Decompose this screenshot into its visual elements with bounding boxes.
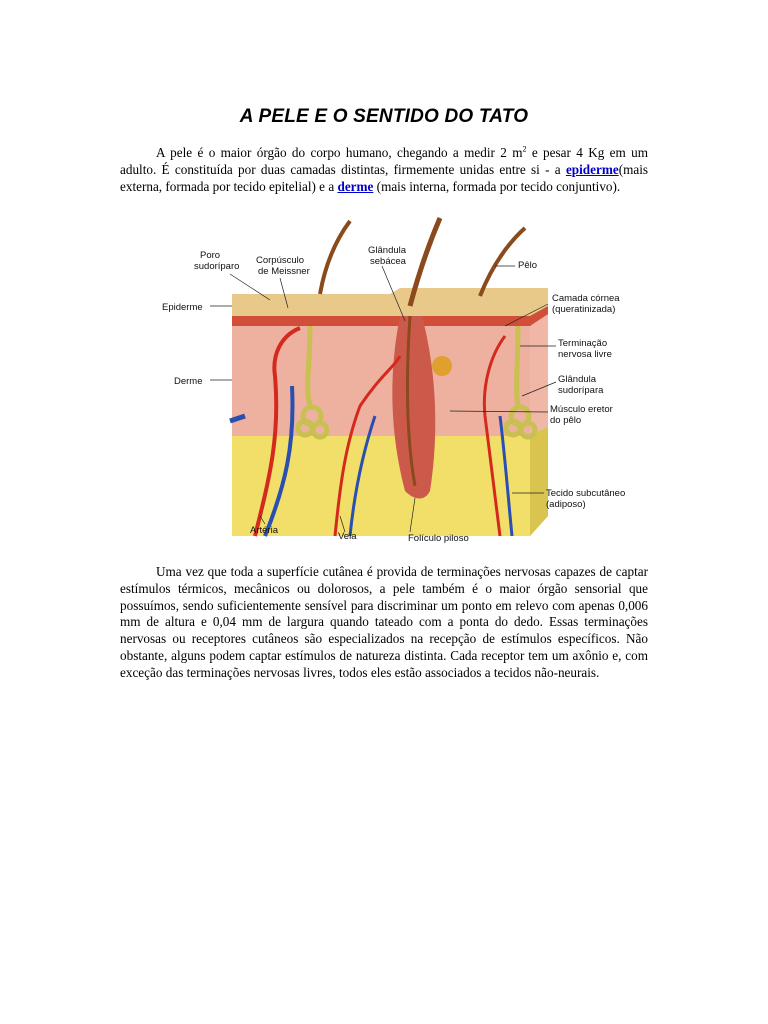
svg-text:sudoríparo: sudoríparo bbox=[194, 261, 240, 272]
svg-text:sebácea: sebácea bbox=[370, 256, 406, 267]
label-tecido-subcutaneo: Tecido subcutâneo bbox=[546, 488, 626, 499]
label-terminacao: Terminação bbox=[558, 338, 608, 349]
skin-anatomy-diagram bbox=[160, 216, 660, 546]
label-pelo: Pêlo bbox=[518, 260, 538, 271]
intro-text-3: (mais externa, formada por tecido epitelial) e a bbox=[120, 161, 648, 194]
svg-text:do pêlo: do pêlo bbox=[550, 415, 582, 426]
label-glandula-sudoripara: Glândula bbox=[558, 374, 597, 385]
epiderme-link[interactable]: epiderme bbox=[565, 161, 619, 177]
intro-text-2: e pesar 4 Kg em um adulto. É constituída por duas camadas distintas, firmemente unidas entre si - a bbox=[120, 145, 648, 177]
sebaceous-gland bbox=[432, 356, 452, 376]
svg-text:(adiposo): (adiposo) bbox=[546, 499, 586, 510]
hair-shaft bbox=[320, 221, 350, 294]
label-camada-cornea: Camada córnea bbox=[552, 293, 620, 304]
label-derme: Derme bbox=[174, 376, 203, 387]
svg-text:sudorípara: sudorípara bbox=[558, 385, 604, 396]
intro-text-4: (mais interna, formada por tecido conjuntivo). bbox=[373, 178, 621, 194]
label-epiderme: Epiderme bbox=[162, 302, 203, 313]
label-glandula-sebacea: Glândula bbox=[368, 245, 407, 256]
sensory-text: Uma vez que toda a superfície cutânea é provida de terminações nervosas capazes de captar estímulos térmicos, mecânicos ou dolorosos, a pele também é o maior órgão sensorial que possuímos, sendo suficientemente sensível para discriminar um ponto em relevo com apenas 0,006 mm de altura e 0,04 mm de largura quando tateado com a ponta do dedo. Essas terminações nervosas ou receptores cutâneos são especializados na recepção de estímulos específicos. Não obstante, alguns podem captar estímulos de natureza distinta. Cada receptor tem um axônio e, com exceção das terminações nervosas livres, todos eles estão associados a tecidos não-neurais. bbox=[120, 564, 648, 680]
label-veia: Veia bbox=[338, 531, 357, 542]
label-foliculo-piloso: Folículo piloso bbox=[408, 533, 469, 544]
label-arteria: Artéria bbox=[250, 525, 278, 536]
sensory-paragraph bbox=[120, 564, 648, 682]
intro-text-1: A pele é o maior órgão do corpo humano, chegando a medir 2 m bbox=[156, 145, 523, 160]
svg-text:de Meissner: de Meissner bbox=[258, 266, 310, 277]
label-musculo-eretor: Músculo eretor bbox=[550, 404, 613, 415]
label-corpusculo: Corpúsculo bbox=[256, 255, 305, 266]
svg-text:nervosa livre: nervosa livre bbox=[558, 349, 612, 360]
superscript: 2 bbox=[522, 144, 527, 154]
intro-paragraph bbox=[120, 145, 648, 195]
svg-text:(queratinizada): (queratinizada) bbox=[552, 304, 616, 315]
derme-link[interactable]: derme bbox=[337, 178, 374, 194]
subcutaneous-layer bbox=[232, 426, 548, 536]
label-poro: Poro bbox=[200, 250, 221, 261]
page-title: A PELE E O SENTIDO DO TATO bbox=[239, 106, 529, 127]
